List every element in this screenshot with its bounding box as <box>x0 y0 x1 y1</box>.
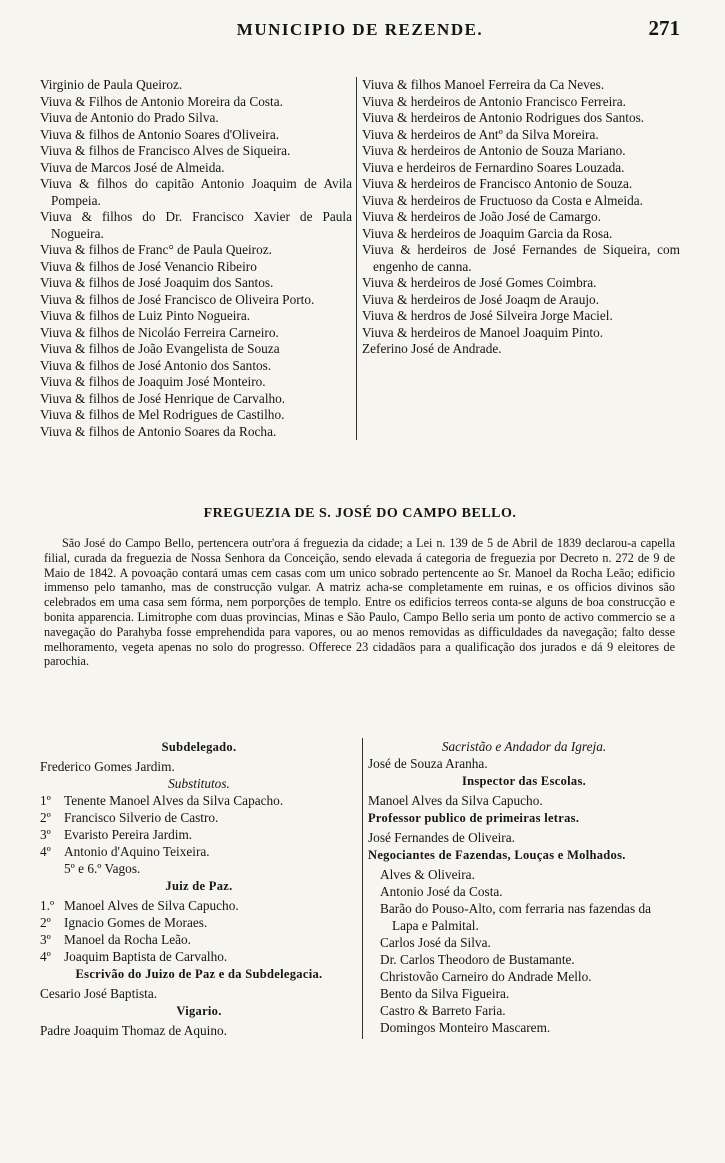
juiz-name: Ignacio Gomes de Moraes. <box>64 915 208 930</box>
list-item: Carlos José da Silva. <box>380 935 491 950</box>
sacristao-name: José de Souza Aranha. <box>368 756 488 771</box>
list-item: Dr. Carlos Theodoro de Bustamante. <box>380 952 575 967</box>
juiz-row <box>40 931 358 948</box>
running-title: MUNICIPIO DE REZENDE. <box>236 20 484 39</box>
list-item: Viuva & filhos de Franc° de Paula Queiroz. <box>40 242 272 257</box>
officials-section <box>40 738 680 1039</box>
ordinal: 1º <box>40 793 51 808</box>
professor-heading: Professor publico de primeiras letras. <box>368 811 580 825</box>
list-item: Bento da Silva Figueira. <box>380 986 510 1001</box>
escrivao-heading: Escrivão do Juizo de Paz e da Subdelegacia. <box>75 967 323 981</box>
substituto-name: Francisco Silverio de Castro. <box>64 810 219 825</box>
residents-left-column <box>40 77 356 440</box>
list-item: Viuva & herdeiros de Antonio de Souza Mariano. <box>362 143 626 158</box>
ordinal: 1.º <box>40 898 55 913</box>
substituto-name: Tenente Manoel Alves da Silva Capacho. <box>64 793 284 808</box>
juiz-name: Manoel da Rocha Leão. <box>64 932 192 947</box>
list-item: Viuva & filhos de José Antonio dos Santos. <box>40 357 272 373</box>
list-item: Viuva & filhos do Dr. Francisco Xavier de Paula Nogueira. <box>40 209 352 241</box>
negociantes-heading: Negociantes de Fazendas, Louças e Molhados. <box>368 848 626 862</box>
section-title: FREGUEZIA DE S. JOSÉ DO CAMPO BELLO. <box>203 506 517 521</box>
list-item: Viuva & herdeiros de Antonio Francisco Ferreira. <box>362 93 626 109</box>
list-item: Viuva & filhos de Antonio Soares da Rocha. <box>40 423 277 439</box>
list-item: Viuva de Antonio do Prado Silva. <box>40 110 219 125</box>
page-number: 271 <box>648 16 680 40</box>
list-item: Viuva & Filhos de Antonio Moreira da Costa. <box>40 93 283 109</box>
sacristao-heading: Sacristão e Andador da Igreja. <box>441 739 607 754</box>
list-item: Barão do Pouso-Alto, com ferraria nas fazendas da Lapa e Palmital. <box>380 901 652 933</box>
ordinal: 3º <box>40 932 51 947</box>
officials-right-column <box>362 738 680 1039</box>
professor-name: José Fernandes de Oliveira. <box>368 830 515 845</box>
list-item: Viuva & herdeiros de José Joaqm de Araujo. <box>362 291 600 307</box>
substituto-row <box>40 843 358 860</box>
inspector-name: Manoel Alves da Silva Capucho. <box>368 793 543 808</box>
list-item: Castro & Barreto Faria. <box>380 1003 506 1018</box>
substituto-name: Evaristo Pereira Jardim. <box>64 827 193 842</box>
list-item: Antonio José da Costa. <box>380 884 503 899</box>
ordinal: 4º <box>40 949 51 964</box>
juiz-name: Joaquim Baptista de Carvalho. <box>64 949 228 964</box>
list-item: Viuva & herdeiros de Fructuoso da Costa e Almeida. <box>362 192 643 208</box>
list-item: Virginio de Paula Queiroz. <box>40 77 183 92</box>
list-item: Viuva & filhos Manoel Ferreira da Ca Neves. <box>362 77 605 92</box>
list-item: Viuva & herdeiros de Francisco Antonio de Souza. <box>362 176 633 191</box>
list-item: Viuva & herdros de José Silveira Jorge Maciel. <box>362 308 613 323</box>
list-item: Viuva e herdeiros de Fernardino Soares Louzada. <box>362 159 625 175</box>
list-item: Viuva & herdeiros de José Gomes Coimbra. <box>362 275 597 290</box>
list-item: Viuva & herdeiros de Antonio Rodrigues dos Santos. <box>362 110 645 125</box>
list-item: Viuva & filhos de José Francisco de Oliveira Porto. <box>40 291 315 307</box>
juiz-heading: Juiz de Paz. <box>165 879 233 893</box>
residents-right-column <box>356 77 680 440</box>
list-item: Viuva & filhos de José Joaquim dos Santos. <box>40 275 274 290</box>
subdelegado-name: Frederico Gomes Jardim. <box>40 759 175 774</box>
list-item: Christovão Carneiro do Andrade Mello. <box>380 969 592 984</box>
list-item: Viuva & filhos de José Henrique de Carvalho. <box>40 390 286 406</box>
list-item: Viuva & herdeiros de João José de Camargo. <box>362 209 601 224</box>
officials-left-column <box>40 738 362 1039</box>
juiz-row <box>40 948 358 965</box>
juiz-name: Manoel Alves de Silva Capucho. <box>64 898 239 913</box>
list-item: Viuva & herdeiros de Manoel Joaquim Pinto. <box>362 324 604 340</box>
substitutos-heading: Substitutos. <box>168 776 230 791</box>
list-item: Domingos Monteiro Mascarem. <box>380 1020 551 1035</box>
substituto-row <box>40 826 358 843</box>
escrivao-name: Cesario José Baptista. <box>40 986 158 1001</box>
vigario-heading: Vigario. <box>176 1004 222 1018</box>
ordinal: 2º <box>40 915 51 930</box>
list-item: Viuva & herdeiros de José Fernandes de Siqueira, com engenho de canna. <box>362 242 680 274</box>
page-header <box>40 16 680 46</box>
parish-description: São José do Campo Bello, pertencera outr'ora á freguezia da cidade; a Lei n. 139 de 5 de Abril de 1839 declarou-a capella filial, curada da freguezia de Nossa Senhora da Conceição, sendo elevada á categoria de freguezia por Decreto n. 272 de 9 de Maio de 1842. A povoação contará umas cem casas com um unico sobrado pertencente ao Sr. Manoel da Rocha Leão; edificio immenso pelo tamanho, mas de construcção vulgar. A matriz acha-se completamente em ruinas, e os officios divinos são celebrados em uma casa sem fórma, nem porporções de templo. Entre os edificios terreos conta-se alguns de boa construcção e bonita apparencia. Limitrophe com duas provincias, Minas e São Paulo, Campo Bello seria um ponto de activo commercio se a navegação do Parahyba fosse emprehendida para vapores, ou ao menos removidas as difficuldades da navegação; falto desse melhoramento, vegeta apenas no solo do progresso. Offerece 23 cidadãos para a qualificação dos jurados e dá 9 eleitores de parochia. <box>44 536 675 669</box>
list-item: Zeferino José de Andrade. <box>362 341 502 356</box>
juiz-row <box>40 914 358 931</box>
substituto-row <box>40 792 358 809</box>
list-item: Viuva & filhos de Antonio Soares d'Oliveira. <box>40 126 280 142</box>
list-item: Viuva & filhos de Mel Rodrigues de Castilho. <box>40 407 285 422</box>
substituto-name: 5º e 6.º Vagos. <box>64 861 141 876</box>
juiz-row <box>40 897 358 914</box>
subdelegado-heading: Subdelegado. <box>161 740 237 754</box>
list-item: Viuva & filhos de Luiz Pinto Nogueira. <box>40 308 251 323</box>
list-item: Viuva & filhos do capitão Antonio Joaquim de Avila Pompeia. <box>40 176 352 208</box>
list-item: Viuva & filhos de Nicoláo Ferreira Carneiro. <box>40 324 279 340</box>
inspector-heading: Inspector das Escolas. <box>461 774 587 788</box>
substituto-row <box>40 809 358 826</box>
ordinal <box>40 860 64 877</box>
ordinal: 3º <box>40 827 51 842</box>
list-item: Viuva & herdeiros de Joaquim Garcia da Rosa. <box>362 225 613 241</box>
ordinal: 4º <box>40 844 51 859</box>
list-item: Viuva & filhos de José Venancio Ribeiro <box>40 258 257 274</box>
vigario-name: Padre Joaquim Thomaz de Aquino. <box>40 1023 227 1038</box>
substituto-row <box>40 860 358 877</box>
list-item: Viuva & filhos de Joaquim José Monteiro. <box>40 374 266 389</box>
list-item: Viuva & filhos de Francisco Alves de Siqueira. <box>40 143 291 158</box>
list-item: Viuva & herdeiros de Antº da Silva Moreira. <box>362 126 599 142</box>
substituto-name: Antonio d'Aquino Teixeira. <box>64 844 210 859</box>
list-item: Alves & Oliveira. <box>380 867 475 882</box>
list-item: Viuva de Marcos José de Almeida. <box>40 159 225 175</box>
ordinal: 2º <box>40 810 51 825</box>
list-item: Viuva & filhos de João Evangelista de Souza <box>40 341 280 356</box>
residents-list <box>40 77 680 440</box>
